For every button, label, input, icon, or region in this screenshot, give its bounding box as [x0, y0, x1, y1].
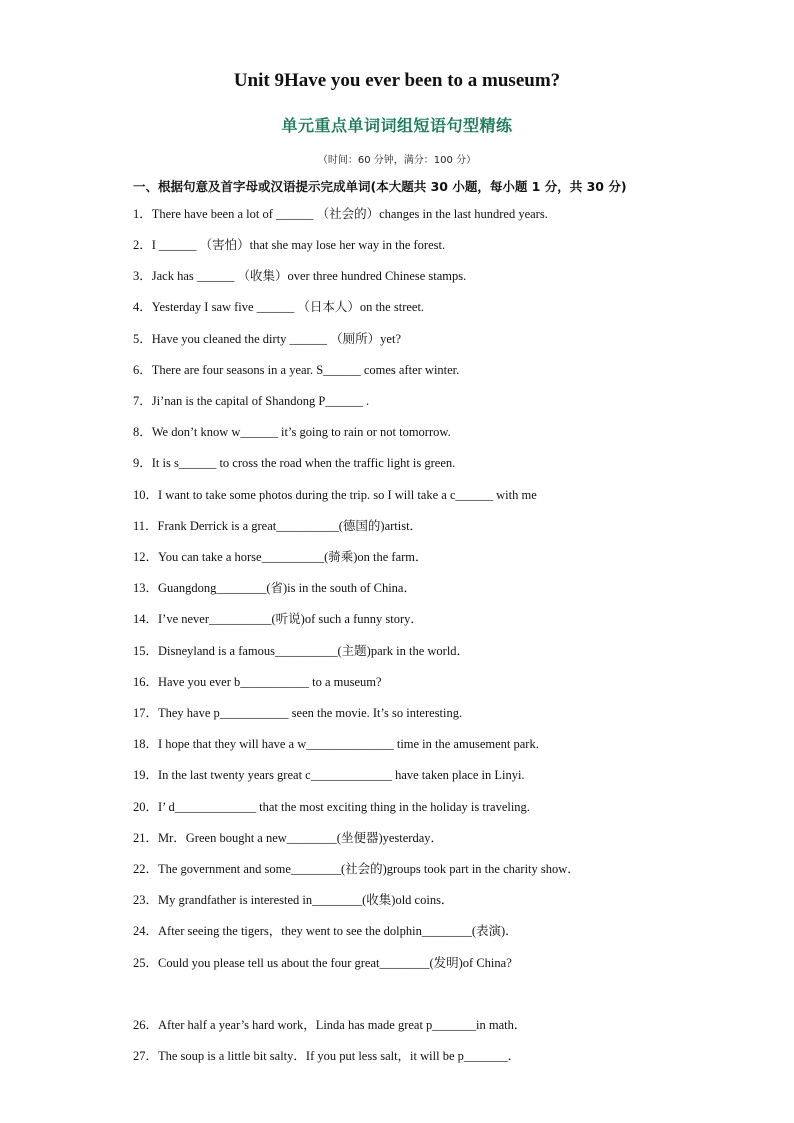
question-item: 27．The soup is a little bit salty．If you put less salt，it will be p_______． — [133, 1049, 521, 1063]
question-item: 15．Disneyland is a famous__________(主题)park in the world． — [133, 644, 470, 658]
question-item: 3．Jack has ______ （收集）over three hundred Chinese stamps. — [133, 269, 467, 283]
page-title: Unit 9Have you ever been to a museum? — [233, 70, 561, 91]
question-item: 4．Yesterday I saw five ______ （日本人）on the street. — [133, 300, 425, 314]
question-item: 5．Have you cleaned the dirty ______ （厕所）yet? — [133, 332, 401, 346]
question-item: 20．I’ d_____________ that the most exciting thing in the holiday is traveling. — [133, 800, 530, 814]
question-item: 9．It is s______ to cross the road when the traffic light is green. — [133, 456, 456, 470]
question-item: 8．We don’t know w______ it’s going to rain or not tomorrow. — [133, 425, 451, 439]
exam-meta: （时间：60 分钟，满分：100 分） — [317, 155, 477, 166]
question-item: 1．There have been a lot of ______ （社会的）changes in the last hundred years. — [133, 207, 548, 221]
question-item: 11．Frank Derrick is a great__________(德国的)artist． — [133, 519, 423, 533]
question-item: 2．I ______ （害怕）that she may lose her way in the forest. — [133, 238, 446, 252]
question-item: 6．There are four seasons in a year. S______ comes after winter. — [133, 363, 460, 377]
section-heading: 一、根据句意及首字母或汉语提示完成单词(本大题共 30 小题，每小题 1 分，共 30 分) — [133, 179, 627, 194]
question-item: 13．Guangdong________(省)is in the south of China． — [133, 581, 416, 595]
page-subtitle: 单元重点单词词组短语句型精练 — [281, 116, 513, 135]
question-item: 10．I want to take some photos during the trip. so I will take a c______ with me — [133, 488, 537, 502]
question-item: 14．I’ve never__________(听说)of such a funny story． — [133, 612, 423, 626]
question-item: 12．You can take a horse__________(骑乘)on the farm． — [133, 550, 428, 564]
question-item: 16．Have you ever b___________ to a museum? — [133, 675, 382, 689]
question-item: 24．After seeing the tigers，they went to see the dolphin________(表演)． — [133, 924, 518, 938]
question-item: 19．In the last twenty years great c_____________ have taken place in Linyi. — [133, 768, 525, 782]
question-item: 21．Mr．Green bought a new________(坐便器)yesterday． — [133, 831, 444, 845]
question-item: 22．The government and some________(社会的)groups took part in the charity show． — [133, 862, 580, 876]
question-item: 17．They have p___________ seen the movie. It’s so interesting. — [133, 706, 463, 720]
question-item: 18．I hope that they will have a w______________ time in the amusement park. — [133, 737, 539, 751]
question-item: 25．Could you please tell us about the four great________(发明)of China? — [133, 956, 512, 970]
question-item: 23．My grandfather is interested in________(收集)old coins． — [133, 893, 454, 907]
question-item: 7．Ji’nan is the capital of Shandong P______ . — [133, 394, 370, 408]
question-item: 26．After half a year’s hard work，Linda has made great p_______in math． — [133, 1018, 527, 1032]
